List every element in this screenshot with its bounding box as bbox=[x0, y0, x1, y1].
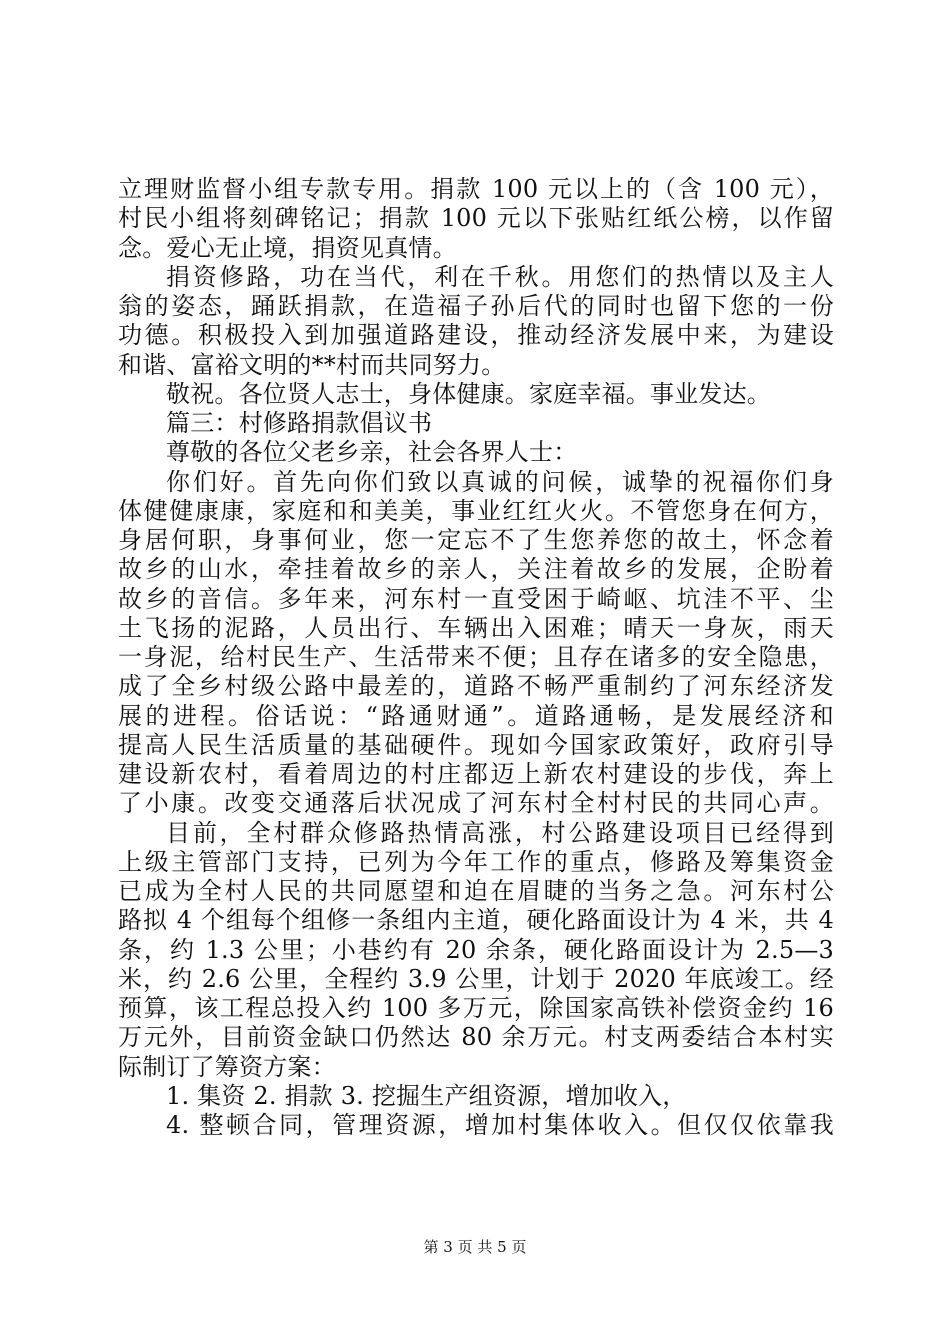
text-line: 提高人民生活质量的基础硬件。现如今国家政策好，政府引导 bbox=[118, 730, 834, 759]
text-line: 已成为全村人民的共同愿望和迫在眉睫的当务之急。河东村公 bbox=[118, 877, 834, 905]
text-line: 念。爱心无止境，捐资见真情。 bbox=[118, 233, 457, 262]
text-line: 故乡的山水，牵挂着故乡的亲人，关注着故乡的发展，企盼着 bbox=[118, 555, 834, 584]
text-line: 村民小组将刻碑铭记；捐款 100 元以下张贴红纸公榜，以作留 bbox=[118, 204, 834, 233]
text-line: 4. 整顿合同，管理资源，增加村集体收入。但仅仅依靠我 bbox=[166, 1111, 834, 1139]
text-line: 万元外，目前资金缺口仍然达 80 余万元。村支两委结合本村实 bbox=[118, 1023, 834, 1052]
text-line: 篇三：村修路捐款倡议书 bbox=[166, 409, 433, 437]
text-line: 土飞扬的泥路，人员出行、车辆出入困难；晴天一身灰，雨天 bbox=[118, 613, 834, 642]
text-line: 翁的姿态，踊跃捐款，在造福子孙后代的同时也留下您的一份 bbox=[118, 292, 834, 320]
text-line: 故乡的音信。多年来，河东村一直受困于崎岖、坑洼不平、尘 bbox=[118, 584, 834, 613]
text-line: 敬祝。各位贤人志士，身体健康。家庭幸福。事业发达。 bbox=[166, 379, 771, 408]
text-line: 了小康。改变交通落后状况成了河东村全村村民的共同心声。 bbox=[118, 789, 834, 818]
text-line: 和谐、富裕文明的**村而共同努力。 bbox=[118, 350, 506, 379]
text-line: 展的进程。俗话说：“路通财通”。道路通畅，是发展经济和 bbox=[118, 701, 834, 730]
text-line: 立理财监督小组专款专用。捐款 100 元以上的（含 100 元）， bbox=[118, 175, 834, 203]
text-line: 建设新农村，看着周边的村庄都迈上新农村建设的步伐，奔上 bbox=[118, 760, 834, 788]
text-line: 捐资修路，功在当代，利在千秋。用您们的热情以及主人 bbox=[166, 262, 834, 291]
text-line: 体健健康康，家庭和和美美，事业红红火火。不管您身在何方， bbox=[118, 496, 834, 525]
text-line: 预算，该工程总投入约 100 多万元，除国家高铁补偿资金约 16 bbox=[118, 994, 834, 1022]
text-line: 路拟 4 个组每个组修一条组内主道，硬化路面设计为 4 米，共 4 bbox=[118, 906, 834, 935]
text-line: 一身泥，给村民生产、生活带来不便；且存在诸多的安全隐患， bbox=[118, 643, 834, 671]
text-line: 条，约 1.3 公里；小巷约有 20 余条，硬化路面设计为 2.5—3 bbox=[118, 935, 834, 964]
text-line: 1. 集资 2. 捐款 3. 挖掘生产组资源，增加收入， bbox=[166, 1081, 687, 1110]
text-line: 上级主管部门支持，已列为今年工作的重点，修路及筹集资金 bbox=[118, 847, 834, 876]
text-line: 米，约 2.6 公里，全程约 3.9 公里，计划于 2020 年底竣工。经 bbox=[118, 964, 834, 993]
document-body bbox=[118, 175, 834, 1140]
page-footer: 第 3 页 共 5 页 bbox=[423, 1238, 527, 1256]
text-line: 你们好。首先向你们致以真诚的问候，诚挚的祝福你们身 bbox=[166, 467, 834, 496]
text-line: 尊敬的各位父老乡亲，社会各界人士： bbox=[166, 438, 578, 467]
text-line: 目前，全村群众修路热情高涨，村公路建设项目已经得到 bbox=[166, 818, 834, 847]
text-line: 身居何职，身事何业，您一定忘不了生您养您的故土，怀念着 bbox=[118, 526, 834, 554]
text-line: 成了全乡村级公路中最差的，道路不畅严重制约了河东经济发 bbox=[118, 672, 834, 701]
text-line: 际制订了筹资方案： bbox=[118, 1052, 336, 1081]
text-line: 功德。积极投入到加强道路建设，推动经济发展中来，为建设 bbox=[118, 321, 834, 350]
